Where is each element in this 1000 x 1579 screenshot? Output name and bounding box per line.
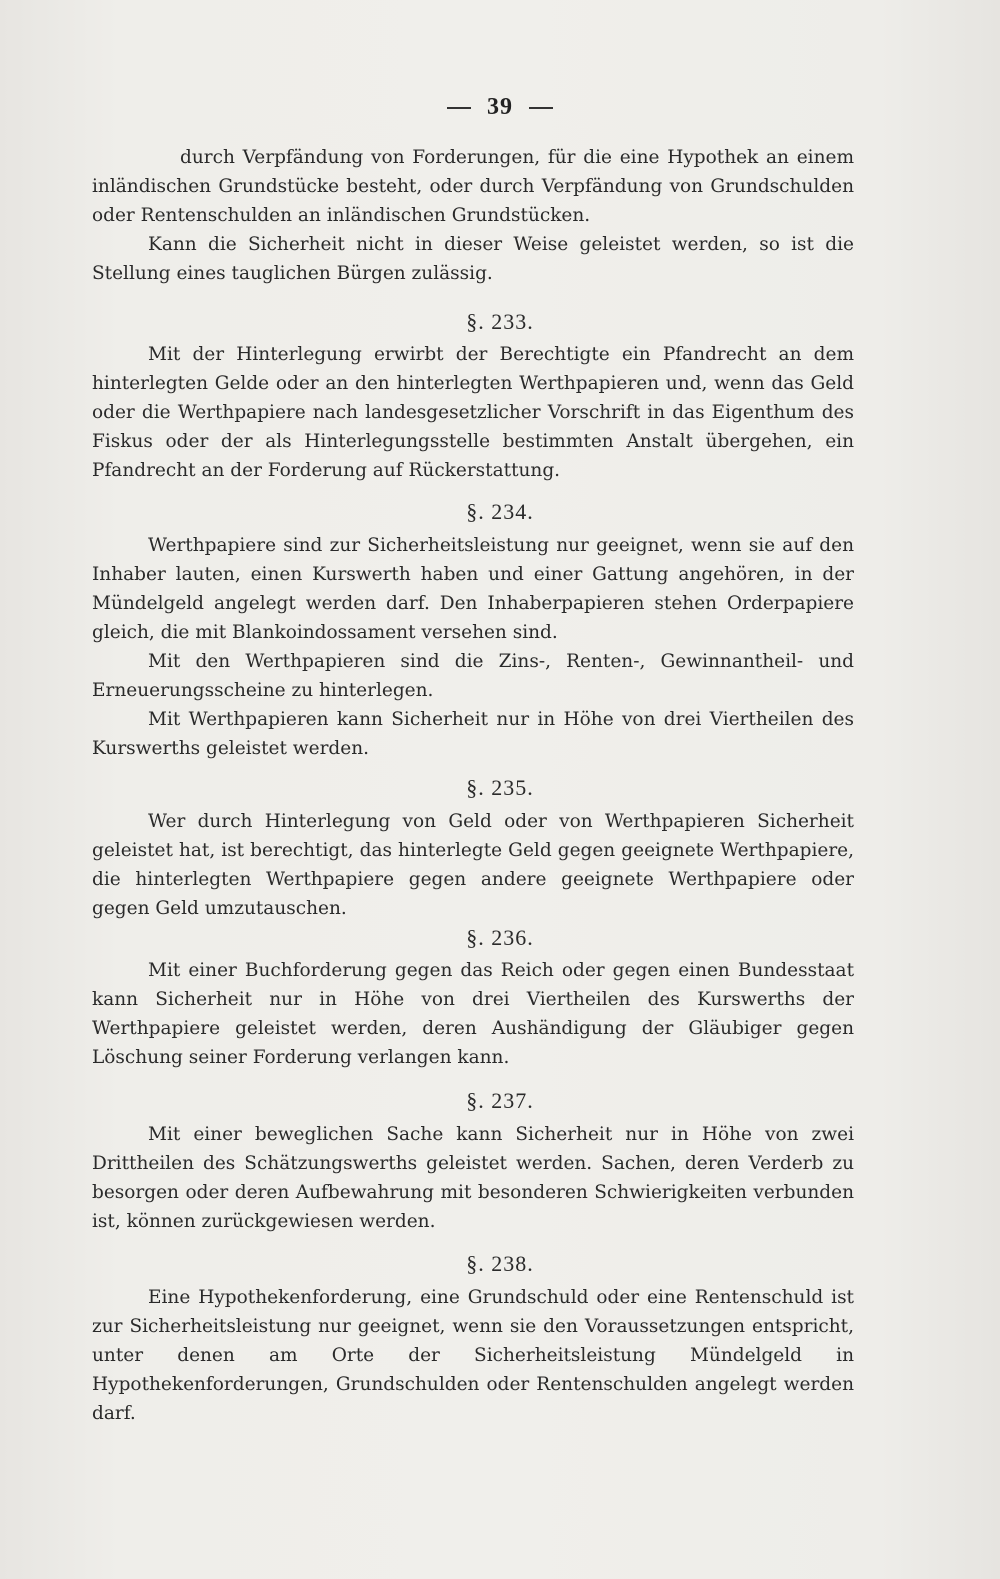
continuation-block	[92, 143, 854, 288]
section-234-body	[92, 531, 854, 763]
page-number-dash-right	[529, 107, 553, 109]
page-number: 39	[487, 94, 513, 120]
section-234-paragraph-2: Mit den Werthpapieren sind die Zins-, Renten-, Gewinnantheil- und Erneuerungsscheine zu hinterlegen.	[92, 651, 854, 701]
section-236-body	[92, 956, 854, 1072]
section-heading-234: §. 234.	[466, 499, 534, 524]
section-233-paragraph: Mit der Hinterlegung erwirbt der Berechtigte ein Pfandrecht an dem hinterlegten Gelde oder an den hinterlegten Werthpapieren und, wenn das Geld oder die Werthpapiere nach landesgesetzlicher Vorschrift in das Eigenthum des Fiskus oder der als Hinterlegungsstelle bestimmten Anstalt übergehen, ein Pfandrecht an der Forderung auf Rückerstattung.	[92, 344, 854, 481]
section-235-body	[92, 807, 854, 923]
section-237-paragraph: Mit einer beweglichen Sache kann Sicherheit nur in Höhe von zwei Drittheilen des Schätzungswerths geleistet werden. Sachen, deren Verderb zu besorgen oder deren Aufbewahrung mit besonderen Schwierigkeiten verbunden ist, können zurückgewiesen werden.	[92, 1124, 854, 1232]
section-heading-238: §. 238.	[466, 1251, 534, 1276]
section-237-body	[92, 1120, 854, 1236]
section-heading-236: §. 236.	[466, 925, 534, 950]
section-233-body	[92, 340, 854, 485]
page-number-line	[0, 94, 1000, 121]
section-heading-235: §. 235.	[466, 775, 534, 800]
section-235-paragraph: Wer durch Hinterlegung von Geld oder von Werthpapieren Sicherheit geleistet hat, ist berechtigt, das hinterlegte Geld gegen geeignete Werthpapiere, die hinterlegten Werthpapiere gegen andere geeignete Werthpapiere oder gegen Geld umzutauschen.	[92, 811, 854, 919]
section-heading-233: §. 233.	[466, 309, 534, 334]
section-234-paragraph-3: Mit Werthpapieren kann Sicherheit nur in Höhe von drei Viertheilen des Kurswerths geleistet werden.	[92, 709, 854, 759]
section-238-body	[92, 1283, 854, 1428]
section-heading-237: §. 237.	[466, 1088, 534, 1113]
section-234-paragraph-1: Werthpapiere sind zur Sicherheitsleistung nur geeignet, wenn sie auf den Inhaber lauten, einen Kurswerth haben und einer Gattung angehören, in der Mündelgeld angelegt werden darf. Den Inhaberpapieren stehen Orderpapiere gleich, die mit Blankoindossament versehen sind.	[92, 535, 854, 643]
page-number-dash-left	[447, 107, 471, 109]
section-236-paragraph: Mit einer Buchforderung gegen das Reich oder gegen einen Bundesstaat kann Sicherheit nur in Höhe von drei Viertheilen des Kurswerths der Werthpapiere geleistet werden, deren Aushändigung der Gläubiger gegen Löschung seiner Forderung verlangen kann.	[92, 960, 854, 1068]
continuation-paragraph: durch Verpfändung von Forderungen, für die eine Hypothek an einem inländischen Grundstücke besteht, oder durch Verpfändung von Grundschulden oder Rentenschulden an inländischen Grundstücken.	[92, 147, 854, 226]
section-238-paragraph: Eine Hypothekenforderung, eine Grundschuld oder eine Rentenschuld ist zur Sicherheitsleistung nur geeignet, wenn sie den Voraussetzungen entspricht, unter denen am Orte der Sicherheitsleistung Mündelgeld in Hypothekenforderungen, Grundschulden oder Rentenschulden angelegt werden darf.	[92, 1287, 854, 1424]
guarantor-paragraph: Kann die Sicherheit nicht in dieser Weise geleistet werden, so ist die Stellung eines tauglichen Bürgen zulässig.	[92, 234, 854, 284]
